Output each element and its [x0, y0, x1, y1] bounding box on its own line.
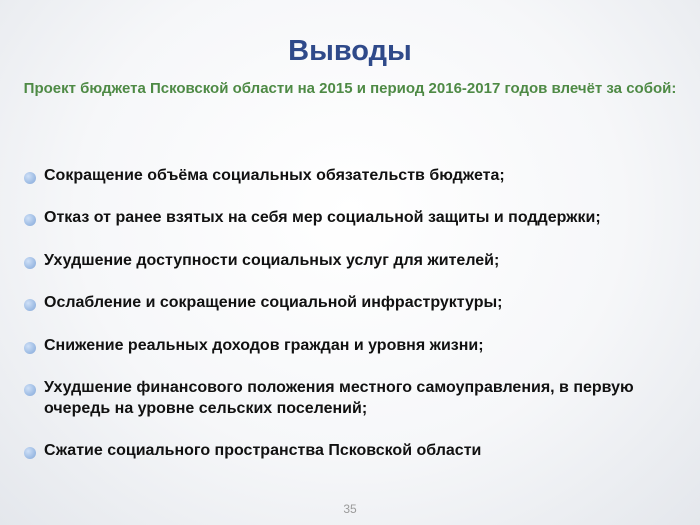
bullet-dot-icon	[24, 384, 36, 396]
bullet-text: Ослабление и сокращение социальной инфраструктуры;	[44, 294, 503, 311]
bullet-text: Снижение реальных доходов граждан и уровня жизни;	[44, 337, 484, 354]
bullet-dot-icon	[24, 172, 36, 184]
bullet-text: Сокращение объёма социальных обязательств бюджета;	[44, 167, 505, 184]
bullet-text: Ухудшение доступности социальных услуг для жителей;	[44, 252, 500, 269]
bullet-text: Ухудшение финансового положения местного самоуправления, в первую очередь на уровне сельских поселений;	[44, 379, 634, 417]
bullet-dot-icon	[24, 342, 36, 354]
slide-title: Выводы	[288, 35, 412, 67]
bullet-text: Сжатие социального пространства Псковской области	[44, 442, 482, 459]
bullet-dot-icon	[24, 299, 36, 311]
bullet-dot-icon	[24, 214, 36, 226]
bullet-dot-icon	[24, 447, 36, 459]
page-number: 35	[343, 502, 357, 516]
slide-subtitle: Проект бюджета Псковской области на 2015 и период 2016-2017 годов влечёт за собой:	[23, 80, 677, 97]
bullet-dot-icon	[24, 257, 36, 269]
bullet-text: Отказ от ранее взятых на себя мер социальной защиты и поддержки;	[44, 209, 601, 226]
